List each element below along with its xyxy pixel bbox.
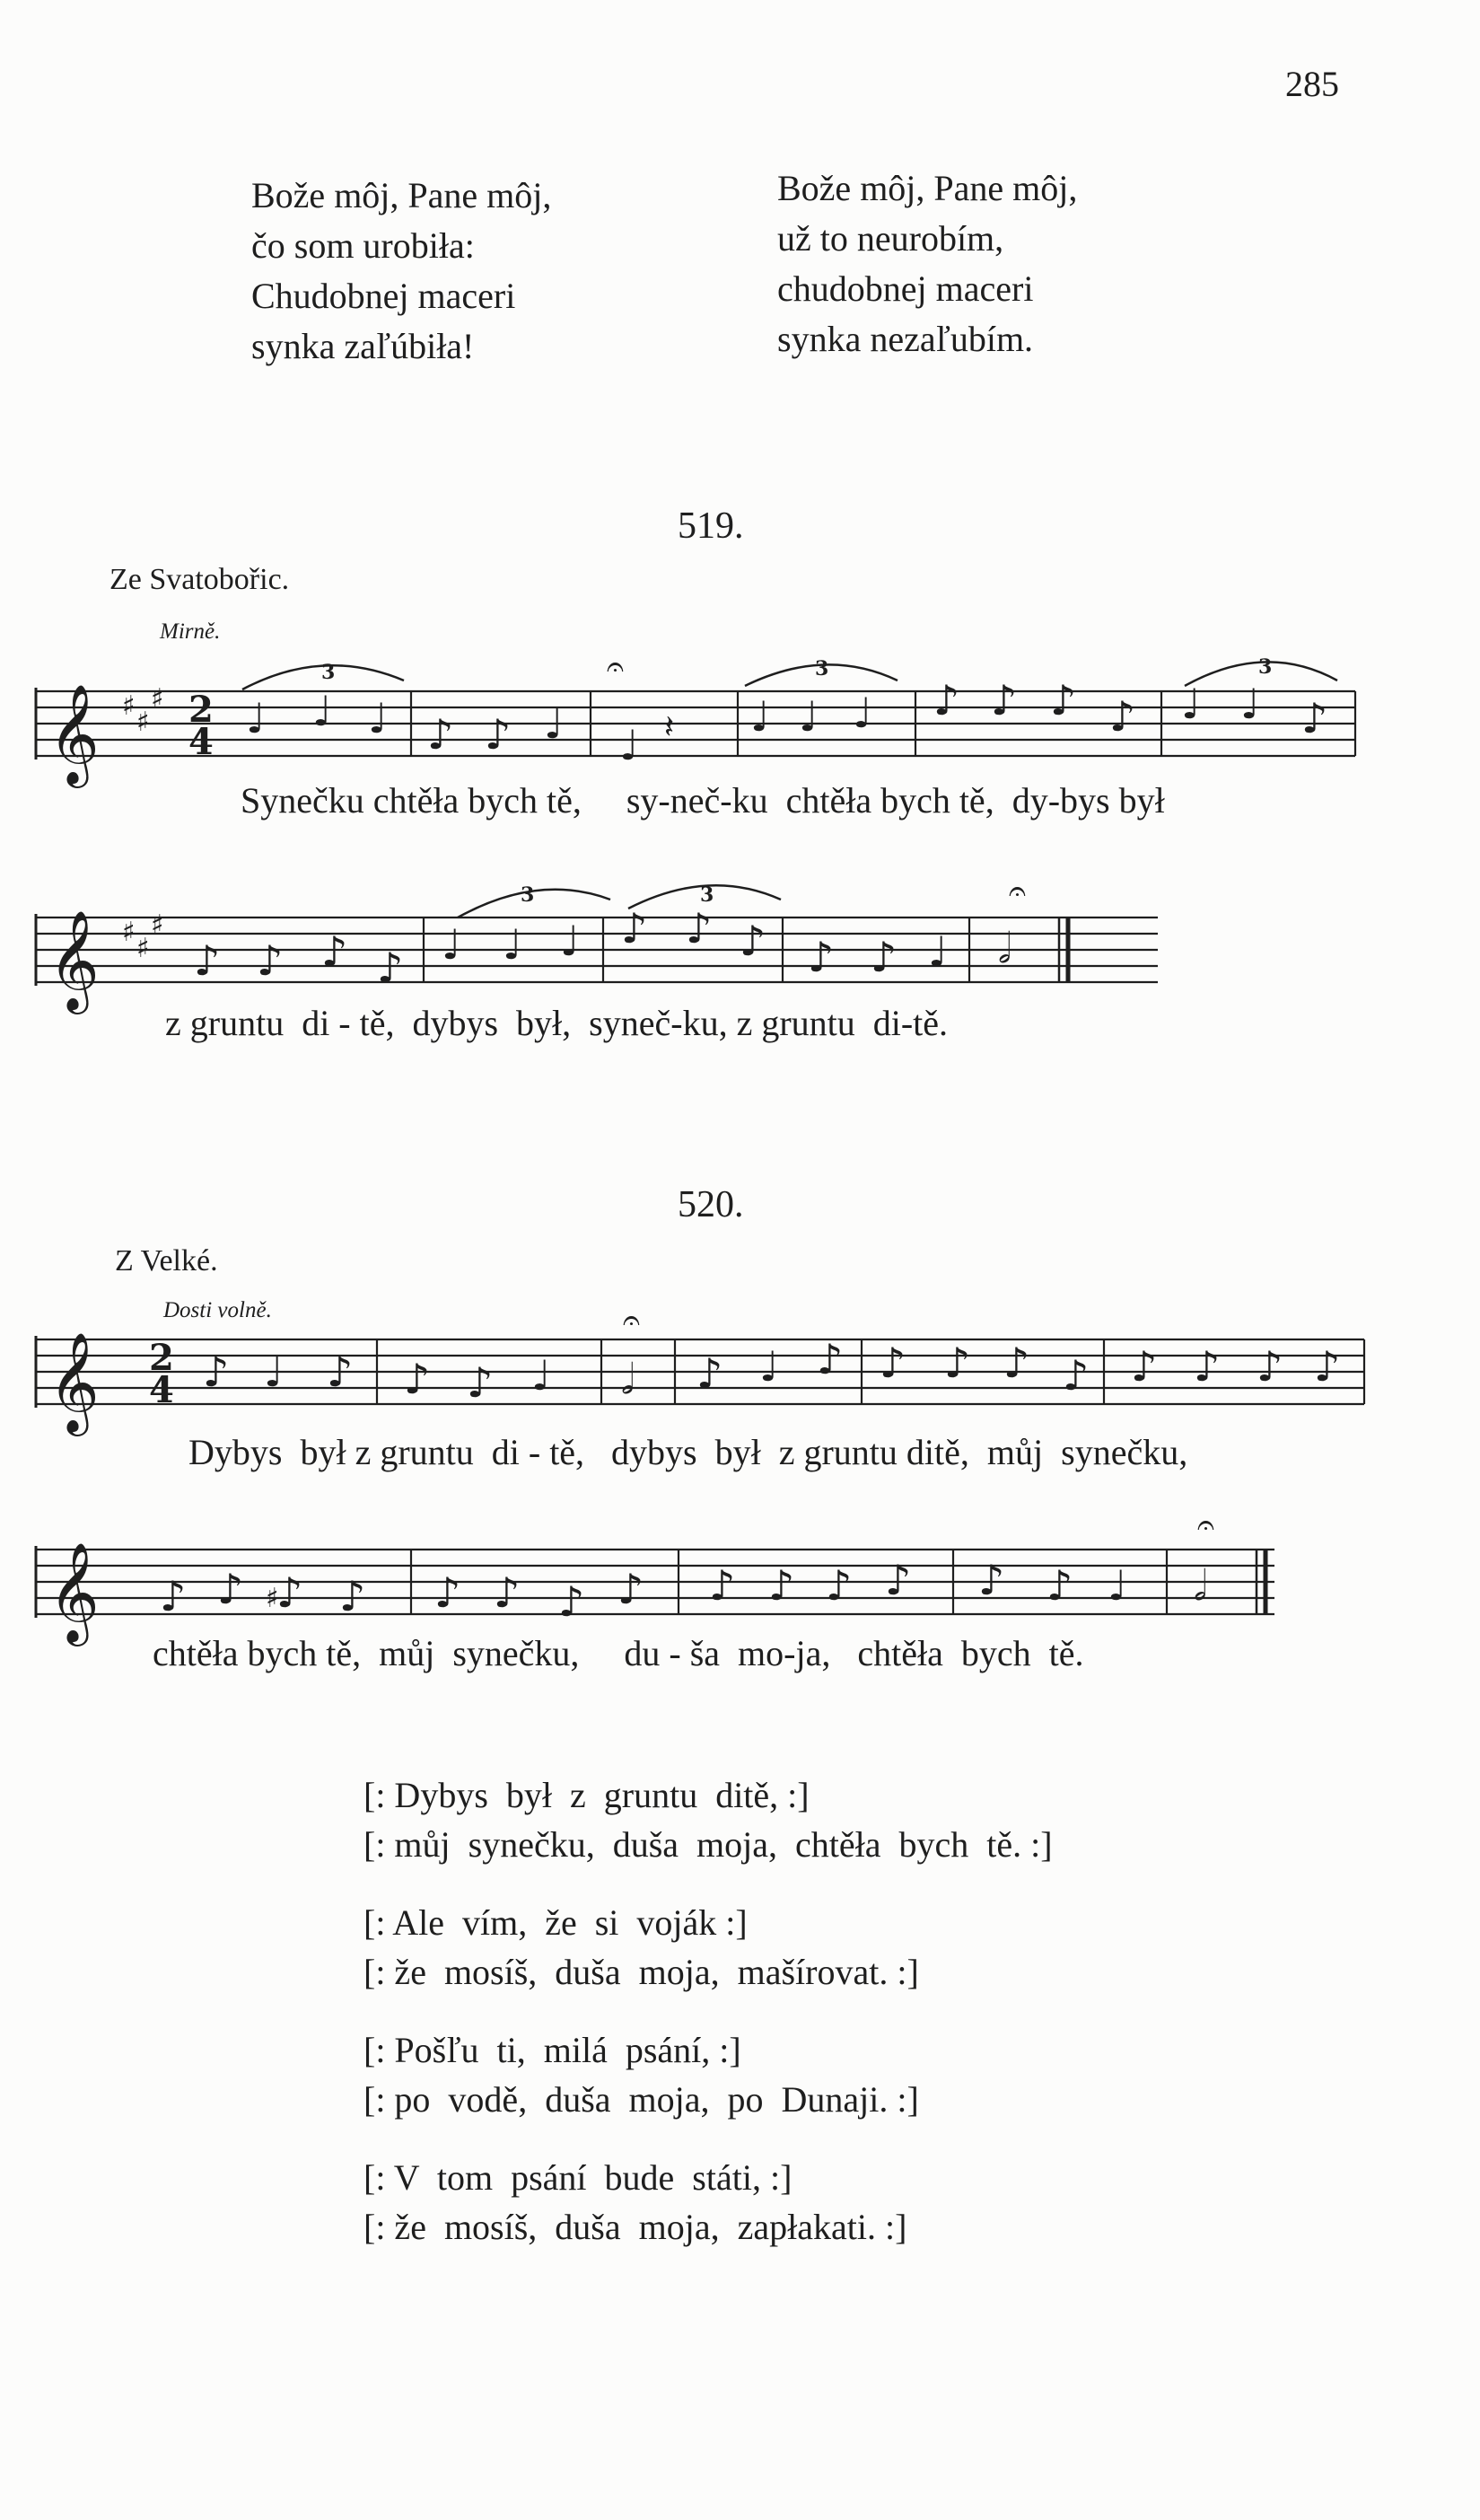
stanza-line: [: Pošľu ti, milá psání, :] — [363, 2030, 741, 2070]
sharp-icon: ♯ — [151, 683, 164, 715]
note-icon: ♩ — [1240, 680, 1260, 728]
note-icon: ♪ — [194, 936, 221, 985]
note-icon: ♪ — [1301, 694, 1328, 742]
song-519-tempo: Mirně. — [160, 619, 221, 644]
sharp-icon: ♯ — [136, 933, 150, 964]
note-icon: ♪ — [978, 1556, 1005, 1604]
note-icon: ♪ — [696, 1349, 723, 1398]
note-icon: ♪ — [494, 1568, 521, 1617]
note-icon: ♩ — [544, 699, 564, 748]
note-icon: ♩ — [531, 1351, 551, 1400]
note-icon: ♩ — [442, 920, 461, 969]
note-icon: ♪ — [1131, 1342, 1158, 1391]
note-icon: ♪ — [217, 1565, 244, 1613]
treble-clef-icon: 𝄞 — [48, 1331, 100, 1432]
note-icon: ♪ — [880, 1339, 906, 1387]
fermata-icon: 𝄐 — [1197, 1507, 1214, 1543]
triplet-mark: 3 — [321, 661, 336, 684]
time-signature-bottom: 4 — [149, 1369, 174, 1411]
note-icon: ♪ — [617, 1565, 644, 1613]
note-icon: ♪ — [467, 1358, 494, 1407]
note-icon: ♩ — [799, 692, 819, 741]
note-icon: ♪ — [558, 1577, 585, 1626]
song-519-staff-1 — [36, 649, 1382, 799]
stanza-line: [: že mosíš, duša moja, mašírovat. :] — [363, 1952, 919, 1992]
song-519-lyrics-1: Synečku chtěła bych tě, sy-neč-ku chtěła bych tě, dy-bys był — [241, 780, 1165, 821]
verse-line: chudobnej maceri — [777, 268, 1034, 309]
note-icon: ♪ — [1257, 1342, 1283, 1391]
triplet-mark: 3 — [700, 883, 714, 907]
note-icon: ♪ — [160, 1572, 187, 1620]
time-signature-bottom: 4 — [188, 721, 214, 763]
note-icon: ♪ — [871, 933, 898, 981]
stanza — [363, 1898, 1053, 1997]
intro-verse-left — [251, 171, 551, 372]
note-icon: ♪ — [339, 1572, 366, 1620]
stanza — [363, 2153, 1053, 2252]
note-icon: ♪ — [826, 1561, 853, 1610]
fermata-icon: 𝄐 — [623, 1303, 640, 1339]
note-icon: ♩ — [750, 692, 770, 741]
sharp-icon: ♯ — [266, 1583, 279, 1614]
note-icon: ♩ — [312, 687, 332, 735]
time-signature-top: 2 — [149, 1337, 174, 1379]
note-icon: ♩ — [759, 1342, 779, 1391]
note-icon: ♪ — [808, 933, 835, 981]
fermata-icon: 𝄐 — [1009, 874, 1026, 909]
verse-line: synka zaľúbiła! — [251, 326, 475, 366]
time-signature-top: 2 — [188, 689, 214, 731]
note-icon: ♪ — [377, 944, 404, 992]
song-519-lyrics-2: z gruntu di - tě, dybys był, syneč-ku, z gruntu di-tě. — [165, 1003, 949, 1043]
stanza — [363, 2025, 1053, 2124]
verse-line: synka nezaľubím. — [777, 319, 1034, 359]
note-icon: ♩ — [619, 721, 639, 769]
note-icon: ♩ — [368, 694, 388, 742]
stanza-line: [: že mosíš, duša moja, zapłakati. :] — [363, 2207, 907, 2247]
stanza-line: [: V tom psání bude státi, :] — [363, 2157, 793, 2198]
note-icon: ♪ — [933, 676, 960, 724]
note-icon: 𝅗𝅥 — [621, 1355, 635, 1403]
note-icon: 𝅗𝅥 — [998, 924, 1011, 972]
fermata-icon: 𝄐 — [607, 649, 624, 685]
note-icon: ♪ — [485, 710, 512, 759]
song-520-lyrics-1: Dybys był z gruntu di - tě, dybys był z gruntu ditě, můj synečku, — [188, 1432, 1188, 1472]
note-icon: ♪ — [740, 917, 766, 965]
note-icon: ♩ — [264, 1348, 284, 1396]
verse-line: čo som urobiła: — [251, 225, 475, 266]
stanza-line: [: Dybys był z gruntu ditě, :] — [363, 1775, 810, 1815]
stanza-line: [: Ale vím, že si voják :] — [363, 1902, 748, 1943]
note-icon: ♪ — [1109, 692, 1136, 741]
verse-line: Bože môj, Pane môj, — [251, 175, 552, 215]
song-520-origin: Z Velké. — [115, 1244, 218, 1278]
note-icon: ♪ — [1050, 676, 1077, 724]
verse-line: už to neurobím, — [777, 218, 1004, 259]
note-icon: ♪ — [404, 1355, 431, 1403]
sharp-icon: ♯ — [151, 909, 164, 941]
note-icon: ♩ — [560, 917, 580, 965]
triplet-mark: 3 — [521, 883, 535, 907]
note-icon: ♪ — [817, 1335, 844, 1383]
treble-clef-icon: 𝄞 — [48, 1541, 100, 1642]
intro-verse-right — [777, 163, 1077, 364]
note-icon: ♪ — [203, 1348, 230, 1396]
song-519-origin: Ze Svatobořic. — [109, 563, 290, 596]
treble-clef-icon: 𝄞 — [48, 683, 100, 784]
sharp-icon: ♯ — [136, 707, 150, 738]
note-icon: ♩ — [853, 689, 872, 737]
stanza — [363, 1770, 1053, 1869]
verse-line: Bože môj, Pane môj, — [777, 168, 1078, 208]
stanza-line: [: můj synečku, duša moja, chtěła bych tě. :] — [363, 1824, 1053, 1865]
triplet-mark: 3 — [1258, 655, 1273, 679]
note-icon: ♩ — [928, 927, 948, 976]
note-icon: ♪ — [621, 904, 648, 953]
sharp-icon: ♯ — [122, 690, 136, 722]
song-520-number: 520. — [678, 1184, 744, 1225]
treble-clef-icon: 𝄞 — [48, 909, 100, 1010]
quarter-rest-icon: 𝄽 — [664, 709, 675, 746]
note-icon: ♪ — [944, 1339, 971, 1387]
note-icon: ♩ — [1108, 1561, 1127, 1610]
note-icon: 𝅗𝅥 — [1194, 1561, 1207, 1610]
note-icon: ♪ — [885, 1556, 912, 1604]
note-icon: ♪ — [1047, 1561, 1073, 1610]
note-icon: ♪ — [276, 1568, 303, 1617]
note-icon: ♪ — [257, 936, 284, 985]
song-520-stanzas — [363, 1770, 1053, 2252]
verse-line: Chudobnej maceri — [251, 276, 516, 316]
song-520-tempo: Dosti volně. — [163, 1298, 272, 1322]
stanza-line: [: po vodě, duša moja, po Dunaji. :] — [363, 2079, 919, 2120]
note-icon: ♩ — [503, 920, 522, 969]
note-icon: ♩ — [1181, 680, 1201, 728]
note-icon: ♪ — [427, 710, 454, 759]
note-icon: ♪ — [709, 1561, 736, 1610]
note-icon: ♪ — [1003, 1339, 1030, 1387]
page-number: 285 — [1285, 64, 1339, 104]
note-icon: ♪ — [991, 676, 1018, 724]
triplet-mark: 3 — [815, 657, 829, 680]
song-519-staff-2 — [36, 874, 1185, 1022]
note-icon: ♪ — [434, 1568, 461, 1617]
sharp-icon: ♯ — [122, 917, 136, 948]
note-icon: ♪ — [1314, 1342, 1341, 1391]
note-icon: ♪ — [321, 927, 348, 976]
note-icon: ♪ — [327, 1348, 354, 1396]
note-icon: ♪ — [1194, 1342, 1221, 1391]
note-icon: ♪ — [686, 904, 713, 953]
note-icon: ♩ — [246, 694, 266, 742]
note-icon: ♪ — [1063, 1351, 1090, 1400]
note-icon: ♪ — [768, 1561, 795, 1610]
song-520-lyrics-2: chtěła bych tě, můj synečku, du - ša mo-ja, chtěła bych tě. — [153, 1633, 1084, 1673]
song-519-number: 519. — [678, 505, 744, 547]
